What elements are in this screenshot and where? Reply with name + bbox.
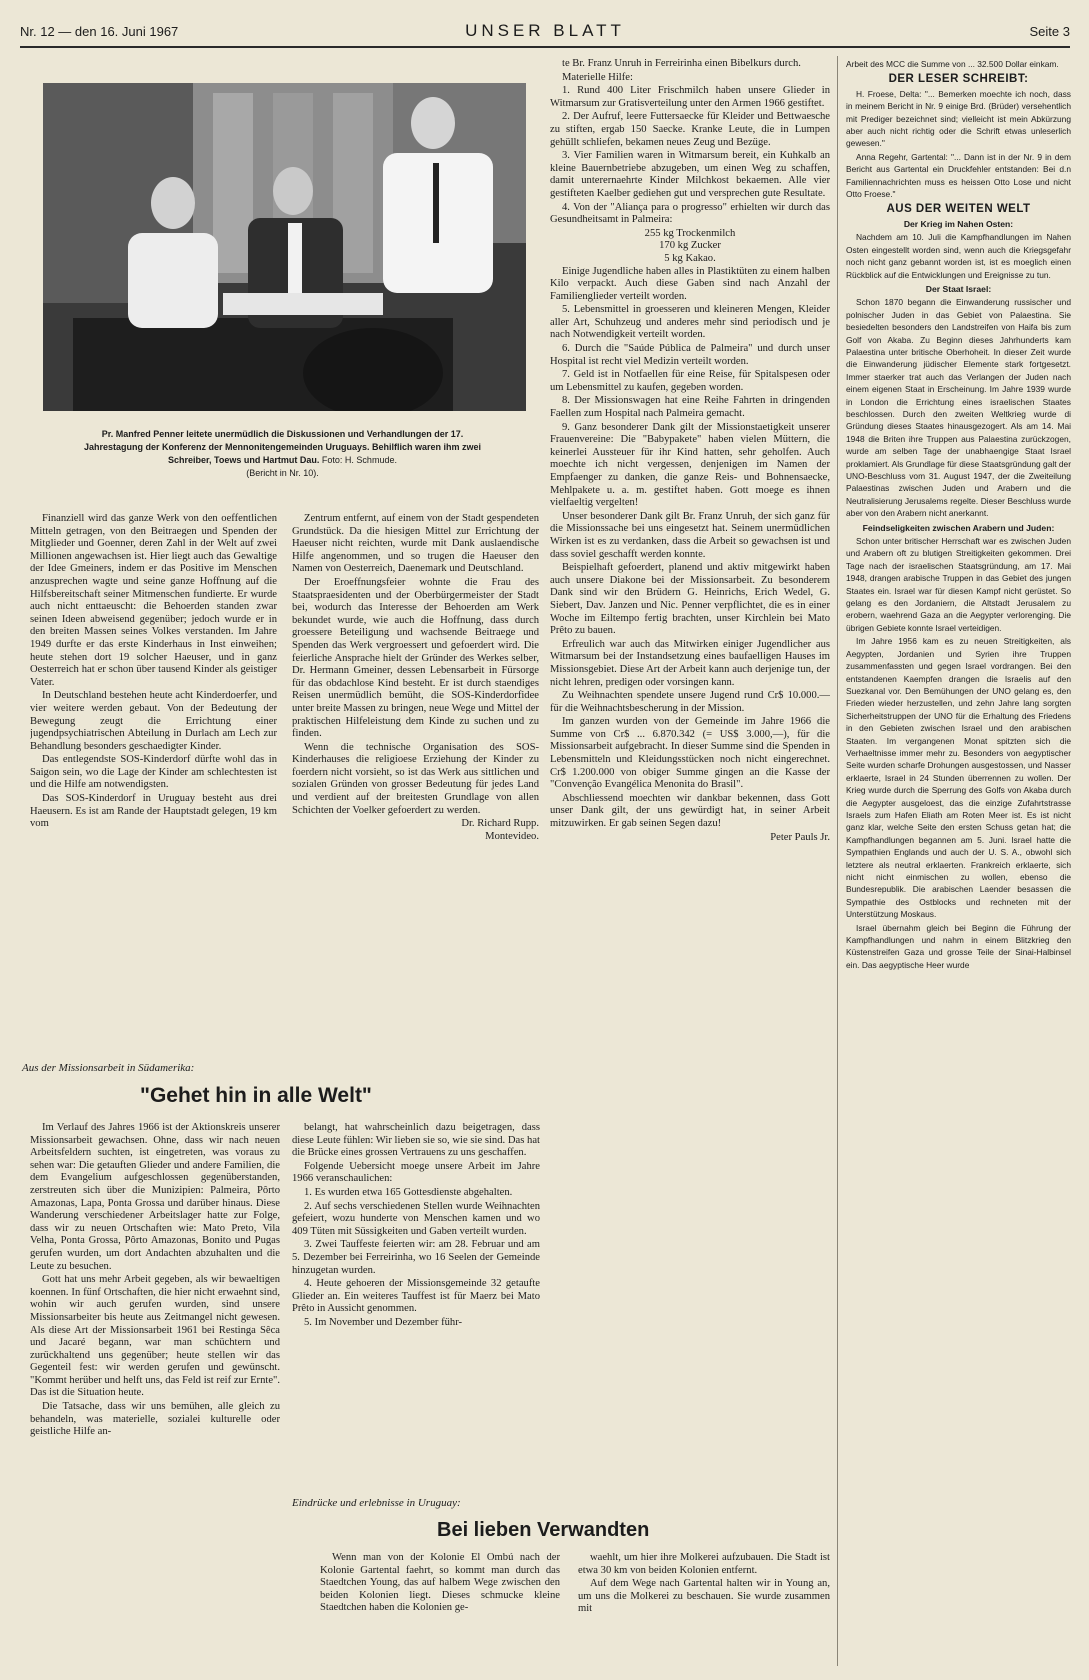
list-item: 6. Durch die "Saúde Pública de Palmeira" und durch unser Hospital ist recht viel Medizin verteilt worden. <box>550 343 830 367</box>
mission-kicker: Aus der Missionsarbeit in Südamerika: <box>22 1062 195 1074</box>
list-item: 9. Ganz besonderer Dank gilt der Missionstaetigkeit unserer Frauenvereine: Die "Babypakete" haben vielen Müttern, die keinerlei Aussteuer für ihr Kind hatten, sehr geholfen. Auch moechte ich nicht vergessen, denjenigen im Namen der Empfaenger zu danken, die ganze Reis- und Bohnensaecke, Mehlpakete u. a. m. gestiftet haben. Gott moege es ihnen vielfaeltig vergelten! <box>550 421 830 509</box>
list-item: 3. Vier Familien waren in Witmarsum bereit, ein Kuhkalb an kleine Bauernbetriebe abzugeben, um einen Weg zu schaffen, damit unterernaehrte Kinder Milchkost bekaemen. Alle vier gestifteten Kaelber gediehen gut und versprechen gute Resultate. <box>550 150 830 199</box>
sos-place: Montevideo. <box>485 830 539 842</box>
paragraph: Israel übernahm gleich bei Beginn die Führung der Kampfhandlungen und nahm in einem Blitzkrieg den Küstenstreifen Gaza und grosse Teile der Sinai-Halbinsel ein. Das aegyptische Heer wurde <box>846 922 1071 970</box>
caption-ref: (Bericht in Nr. 10). <box>246 468 319 478</box>
sos-author: Dr. Richard Rupp. <box>461 818 539 830</box>
paragraph: waehlt, um hier ihre Molkerei aufzubauen. Die Stadt ist etwa 30 km von beiden Kolonien entfernt. <box>578 1552 830 1576</box>
sos-article-col2 <box>292 513 539 1048</box>
paragraph: Zu Weihnachten spendete unsere Jugend rund Cr$ 10.000.— für die Weihnachtsbescherung in der Mission. <box>550 690 830 714</box>
paragraph: Wenn die technische Organisation des SOS-Kinderhauses die religioese Erziehung der Kinder zu foerdern nicht vorsieht, so ist das Werk aus sittlichen und sozialen Gründen von grosser Bedeutung für jedes Land und verdient auf der breitesten Grundlage von allen Schichten der Voelker gefoerdert zu werden. <box>292 741 539 816</box>
enmity-heading: Feindseligkeiten zwischen Arabern und Juden: <box>862 522 1055 533</box>
newspaper-title: UNSER BLATT <box>465 21 625 40</box>
paragraph: Nachdem am 10. Juli die Kampfhandlungen im Nahen Osten eingestellt worden sind, wenn auch die Kriegsgefahr noch nicht ganz gebannt worden ist, ist es moeglich einen Rückblick auf die Entwicklungen und Ereignisse zu tun. <box>846 232 1071 280</box>
photo-caption <box>80 428 485 480</box>
list-item: 8. Der Missionswagen hat eine Reihe Fahrten in dringenden Faellen zum Hospital nach Palmeira gemacht. <box>550 395 830 420</box>
paragraph: Erfreulich war auch das Mitwirken einiger Jugendlicher aus Witmarsum bei der Instandsetzung eines baufaelligen Hauses im Missionsgebiet. Diese Art der Arbeit kann auch derjenige tun, der nicht lehren, predigen oder vorsingen kann. <box>550 638 830 688</box>
mission-article-col2 <box>292 1122 540 1492</box>
list-item: 3. Zwei Tauffeste feierten wir: am 28. Februar und am 5. Dezember bei Ferreirinha, wo 16 Seelen der Gemeinde hinzugetan wurden. <box>292 1239 540 1276</box>
list-item: 4. Heute gehoeren der Missionsgemeinde 32 getaufte Glieder an. Ein weiteres Tauffest ist für Maerz bei Mato Prêto in Aussicht genommen. <box>292 1278 540 1315</box>
paragraph: Finanziell wird das ganze Werk von den oeffentlichen Mitteln getragen, von den Beitraegen und Spenden der Mitglieder und Goenner, deren Zahl in der Welt auf zwei Millionen angewachsen ist. Hier liegt auch das Gewaltige der Idee Gmeiners, indem er das Positive im Menschen anzusprechen wagte und seine ganze Hoffnung auf die Hilfsbereitschaft seiner Mitmenschen fundierte. Er wurde auch nicht enttaeuscht: die Behoerden standen zwar seinen Ideen abweisend gegenüber; jedoch wurde er in den breiten Massen seines Volkes verstanden. Im Jahre 1949 durfte er das erste Kinderhaus in Inst einweihen; heute stehen dort 19 solcher Haeuser, und in ganz Oesterreich hat er schon über tausend Kinder als geistiger Vater. <box>30 513 277 688</box>
letter: Anna Regehr, Gartental: "... Dann ist in der Nr. 9 in dem Bericht aus Gartental ein Druckfehler entstanden: Bei d.n Familiennachrichten muss es heissen Otto Lose und nicht Otto Froese." <box>846 151 1071 200</box>
list-item: 5. Lebensmittel in groesseren und kleineren Mengen, Kleider aller Art, Schuhzeug und anderes mehr sind periodisch und je nach Notwendigkeit verteilt worden. <box>550 304 830 341</box>
relatives-kicker: Eindrücke und erlebnisse in Uruguay: <box>292 1497 461 1509</box>
issue-date: Nr. 12 — den 16. Juni 1967 <box>20 24 179 39</box>
subheading: Materielle Hilfe: <box>562 71 633 83</box>
paragraph: Schon unter britischer Herrschaft war es zwischen Juden und Arabern oft zu blutigen Streitigkeiten gekommen. Drei Tage nach der israelischen Staatsgründung, am 17. Mai 1948, drangen arabische Truppen in das Gebiet des jungen Staates ein. Israel war für diesen Kampf nicht gerüstet. So gelang es den Jordaniern, die Altstadt Jerusalem zu erobern, waehrend Gaza an die Aegypter verlorenging. Die übrigen Gebiete konnte Israel verteidigen. <box>846 536 1071 633</box>
mission-article-col3 <box>550 58 830 1498</box>
list-item: 5. Im November und Dezember führ- <box>304 1316 463 1328</box>
caption-text: Pr. Manfred Penner leitete unermüdlich die Diskussionen und Verhandlungen der 17. Jahrestagung der Konferenz der Mennonitengemeinden Uruguays. Behilflich waren ihm zwei Schreiber, Toews und Hartmut Dau. <box>83 429 482 465</box>
list-item: 2. Auf sechs verschiedenen Stellen wurde Weihnachten gefeiert, wozu hunderte von Menschen kamen und wo 409 Tüten mit Süssigkeiten und Gaben verteilt wurden. <box>292 1200 540 1237</box>
relatives-col1 <box>320 1552 560 1672</box>
paragraph: Das entlegendste SOS-Kinderdorf dürfte wohl das in Saigon sein, wo die Lage der Kinder am schlechtesten ist und die Hilfe am notwendigsten. <box>30 754 277 791</box>
paragraph: Folgende Uebersicht moege unsere Arbeit im Jahre 1966 veranschaulichen: <box>292 1160 540 1185</box>
war-heading: Der Krieg im Nahen Osten: <box>903 218 1014 229</box>
world-heading: AUS DER WEITEN WELT <box>886 203 1031 216</box>
masthead <box>20 20 1070 48</box>
israel-heading: Der Staat Israel: <box>925 283 992 294</box>
letter: H. Froese, Delta: "... Bemerken moechte ich noch, dass in meinem Bericht in Nr. 9 einige Brd. (Brüder) versehentlich mit Prediger bezeichnet sind; vielleicht ist mein Abkürzung aber auch nicht richtig oder die Schrift etwas unleserlich gewesen." <box>846 88 1071 149</box>
paragraph: Einige Jugendliche haben alles in Plastiktüten zu einem halben Kilo verpackt. Auch diese Gaben sind nach Anzahl der Familienglieder verteilt worden. <box>550 265 830 302</box>
caption-credit: Foto: H. Schmude. <box>321 455 397 465</box>
list-item: 4. Von der "Aliança para o progresso" erhielten wir durch das Gesundheitsamt in Palmeira: <box>550 201 830 226</box>
donation-figures <box>550 228 830 266</box>
paragraph: Abschliessend moechten wir dankbar bekennen, dass Gott unser Dank gilt, der uns gewürdigt hat, in seiner Arbeit mitzuwirken. Er gab seinen Segen dazu! <box>550 792 830 830</box>
paragraph: Die Tatsache, dass wir uns bemühen, alle gleich zu behandeln, was materielle, sozialei kulturelle oder geistliche Hilfe an- <box>30 1401 280 1438</box>
paragraph: Wenn man von der Kolonie El Ombú nach der Kolonie Gartental faehrt, so kommt man durch das Staedtchen Young, das auf halbem Wege zwischen den beiden Kolonien liegt. Dieses schmucke kleine Staedtchen haben die Kolonien ge- <box>320 1552 560 1614</box>
relatives-col2 <box>578 1552 830 1672</box>
list-item: 1. Rund 400 Liter Frischmilch haben unsere Glieder in Witmarsum zur Gratisverteilung unter den Armen 1966 gestiftet. <box>550 85 830 109</box>
paragraph: Arbeit des MCC die Summe von ... 32.500 Dollar einkam. <box>846 59 1059 69</box>
sos-article-col1 <box>30 513 277 1040</box>
mission-author: Peter Pauls Jr. <box>770 831 830 843</box>
relatives-headline: Bei lieben Verwandten <box>437 1519 650 1541</box>
paragraph: Gott hat uns mehr Arbeit gegeben, als wir bewaeltigen koennen. In fünf Ortschaften, die hier nicht erwaehnt sind, wohin wir auch gerufen wurden, sind unsere Missionsarbeiter bis heute aus Zeitmangel nicht gewesen. Als diese Art der Missionsarbeit 1961 bei Restinga Sêca und Jacaré begann, war man schüchtern und zurückhaltend uns gegenüber; heute stellen wir das Gegenteil fest: wir werden gerufen und gewünscht. "Kommt herüber und helft uns, das Feld ist reif zur Ernte". Das ist die Situation heute. <box>30 1274 280 1399</box>
paragraph: belangt, hat wahrscheinlich dazu beigetragen, dass diese Leute fühlen: Wir lieben sie so, wie sie sind. Das hat die Brücke eines grossen Vertrauens zu uns geschaffen. <box>292 1122 540 1159</box>
paragraph: Im Jahre 1956 kam es zu neuen Streitigkeiten, als Aegypten, Jordanien und Syrien ihre Truppen zusammenfassten und gegen Israel vordrangen. Bei den entstandenen Kaempfen drangen die Israelis auf den Suezkanal vor. Den Bemühungen der UNO gelang es, den Frieden wieder herzustellen, und zehn Jahre lang sorgten Sicherheitstruppen der UNO für die Erhaltung des Friedens in den Gebieten zwischen Israel und den arabischen Staaten. Im vergangenen Monat spitzten sich die Verhaeltnisse immer mehr zu. Besonders von aegyptischer Seite wurden scharfe Drohungen ausgestossen, und Nasser erklaerte, Israel in 24 Stunden überrennen zu wollen. Der Krieg wurde durch die Sperrung des Golfs von Akaba durch die Aegypter ausgeloest, das die einzige Zufahrtstrasse Israels zum Hafen Eliath am Roten Meer ist. Es ist nicht ganz klar, welche Seite den ersten Schuss getan hat; die Kampfhandlungen begannen am 5. Juni. Israel hatte die Sympathien Englands und auch der U. S. A., obwohl sich letztere als neutral erklaerten. Frankreich erklaerte, sich nicht nicht einmischen zu wollen, ebenso die Bundesrepublik. Die arabischen Laender besassen die Sympathie des Ostblocks und rechneten mit der Unterstützung Moskaus. <box>846 636 1071 920</box>
list-item: 2. Der Aufruf, leere Futtersaecke für Kleider und Bettwaesche zu stiften, ergab 150 Saecke. Kranke Leute, die in Lumpen gehüllt schliefen, bekamen neues Zeug und Bezüge. <box>550 111 830 148</box>
paragraph: Das SOS-Kinderdorf in Uruguay besteht aus drei Haeusern. Es ist am Rande der Hauptstadt gelegen, 19 km vom <box>30 793 277 830</box>
paragraph: Im Verlauf des Jahres 1966 ist der Aktionskreis unserer Missionsarbeit gewachsen. Ohne, dass wir nach neuen Arbeitsfeldern suchten, ist eingetreten, was voraus zu sehen war: Die getauften Glieder und andere Familien, die dem Evangelium aufgeschlossen gegenüberstanden, zerstreuten sich über die Munizipien: Palmeira, Pôrto Amazonas, Lapa, Ponta Grossa und darüber hinaus. Diese Wanderung verschiedener Arbeitslager hatte zur Folge, dass wir zu neuen Ortschaften wie: Mato Preto, Vila Velha, Ponta Grossa, Pôrto Amazonas, Bonito und Pugas gerufen wurden, um dort Andachten abzuhalten und die Leute zu besuchen. <box>30 1122 280 1272</box>
column-rule <box>837 56 838 1666</box>
paragraph: Beispielhaft gefoerdert, planend und aktiv mitgewirkt haben auch unsere Diakone bei der Missionsarbeit. Zu besonderem Dank sind wir den Brüdern G. Heinrichs, Erich Wedel, G. Siebert, Dav. Janzen und Nic. Penner verpflichtet, die es in einer Woche im Eiltempo fertig brachten, unser Kirchlein bei Mato Prêto zu bauen. <box>550 562 830 637</box>
figure-line: 170 kg Zucker <box>659 240 721 252</box>
conference-photo <box>43 83 526 411</box>
paragraph: Im ganzen wurden von der Gemeinde im Jahre 1966 die Summe von Cr$ ... 6.870.342 (= US$ 3.000,—), für die Missionsarbeit aufgebracht. In dieser Summe sind die Spenden in Lebensmitteln und Kleidungsstücken noch nicht eingerechnet. Cr$ 1.200.000 von obiger Summe gingen an die Kasse der "Convenção Evangélica Menonita do Brasil". <box>550 716 830 791</box>
paragraph: Der Eroeffnungsfeier wohnte die Frau des Staatspraesidenten und der Oberbürgermeister der Stadt bei, wodurch das Interesse der Behoerden am Werk bekundet wurde, wie auch die Hoffnung, dass durch groessere Beteiligung und wachsende Beitraege und Spenden das Werk vergroessert und gefoerdert wird. Die feierliche Ansprache hielt der Gründer des Werkes selber, Dr. Hermann Gmeiner, dessen Lebensarbeit in Fürsorge für das obdachlose Kind besteht. Er ist durch staendiges Reisen unermüdlich bemüht, die SOS-Kinderdorfidee unter breite Massen zu bringen, neue Wege und Mittel der praktischen Hilfeleistung dem Kinde zu suchen und zu finden. <box>292 576 539 740</box>
paragraph: te Br. Franz Unruh in Ferreirinha einen Bibelkurs durch. <box>562 58 801 69</box>
paragraph: Unser besonderer Dank gilt Br. Franz Unruh, der sich ganz für die Missionssache bei uns eingesetzt hat. Seinem unermüdlichen Wirken ist es zu verdanken, dass die Arbeit so gewachsen ist und dass soviel geschafft werden konnte. <box>550 510 830 560</box>
letters-heading: DER LESER SCHREIBT: <box>888 73 1029 86</box>
list-item: 1. Es wurden etwa 165 Gottesdienste abgehalten. <box>304 1186 513 1198</box>
paragraph: Zentrum entfernt, auf einem von der Stadt gespendeten Grundstück. Da die hiesigen Mittel zur Errichtung der Haeuser nicht reichten, wurde mit Dank auslaendische Hilfe angenommen, und so trugen die Haeuser den Namen von Oesterreich, Daenemark und Deutschland. <box>292 513 539 575</box>
list-item: 7. Geld ist in Notfaellen für eine Reise, für Spitalspesen oder um Lebensmittel zu kaufen, gegeben worden. <box>550 369 830 393</box>
photo-image <box>43 83 526 411</box>
figure-line: 5 kg Kakao. <box>664 252 716 264</box>
right-column <box>846 58 1071 1673</box>
figure-line: 255 kg Trockenmilch <box>644 227 736 239</box>
mission-headline: "Gehet hin in alle Welt" <box>140 1084 372 1107</box>
paragraph: Schon 1870 begann die Einwanderung russischer und polnischer Juden in das Gebiet von Palaestina. Sie besiedelten besonders den Landstreifen von Haifa bis zum Golf von Akaba. Zu Beginn dieses Jahrhunderts kam Palaestina unter britische Oberhoheit. In dieser Zeit wurde die Einwanderung jüdischer Elemente stark fortgesetzt. Immer staerker trat auch das Verlangen der Juden nach einem eigenen Staat in Erscheinung. Im Jahre 1939 wurde in London die Errichtung eines israelischen Staates beschlossen. Durch den zweiten Weltkrieg wurde di Gründung dieses Staates hinausgezogert. Als am 14. Mai 1948 die Briten ihre Truppen aus Palaestina zurückzogen, wurde am selben Tage der unabhaengige Staat Israel proklamiert. Als Grundlage für diese Staatsgründung galt der UNO-Beschluss vom 31. August 1947, der die Zweiteilung Palaestinas zwischen Juden und Arabern und die Neutralisierung Jerusalems regelte. Dieser Beschluss wurde aber von den Arabern nicht anerkannt. <box>846 297 1071 519</box>
paragraph: In Deutschland bestehen heute acht Kinderdoerfer, und vier weitere werden gebaut. Von der Bedeutung der Bewegung zeugt die Errichtung einer jugendpsychiatrischen Abteilung in Durlach am Lech zur Behandlung besonders geschaedigter Kinder. <box>30 690 277 752</box>
paragraph: Auf dem Wege nach Gartental halten wir in Young an, um uns die Molkerei zu beschauen. Sie wurde zusammen mit <box>578 1578 830 1615</box>
page-number: Seite 3 <box>1029 24 1070 39</box>
mission-article-col1 <box>30 1122 280 1675</box>
